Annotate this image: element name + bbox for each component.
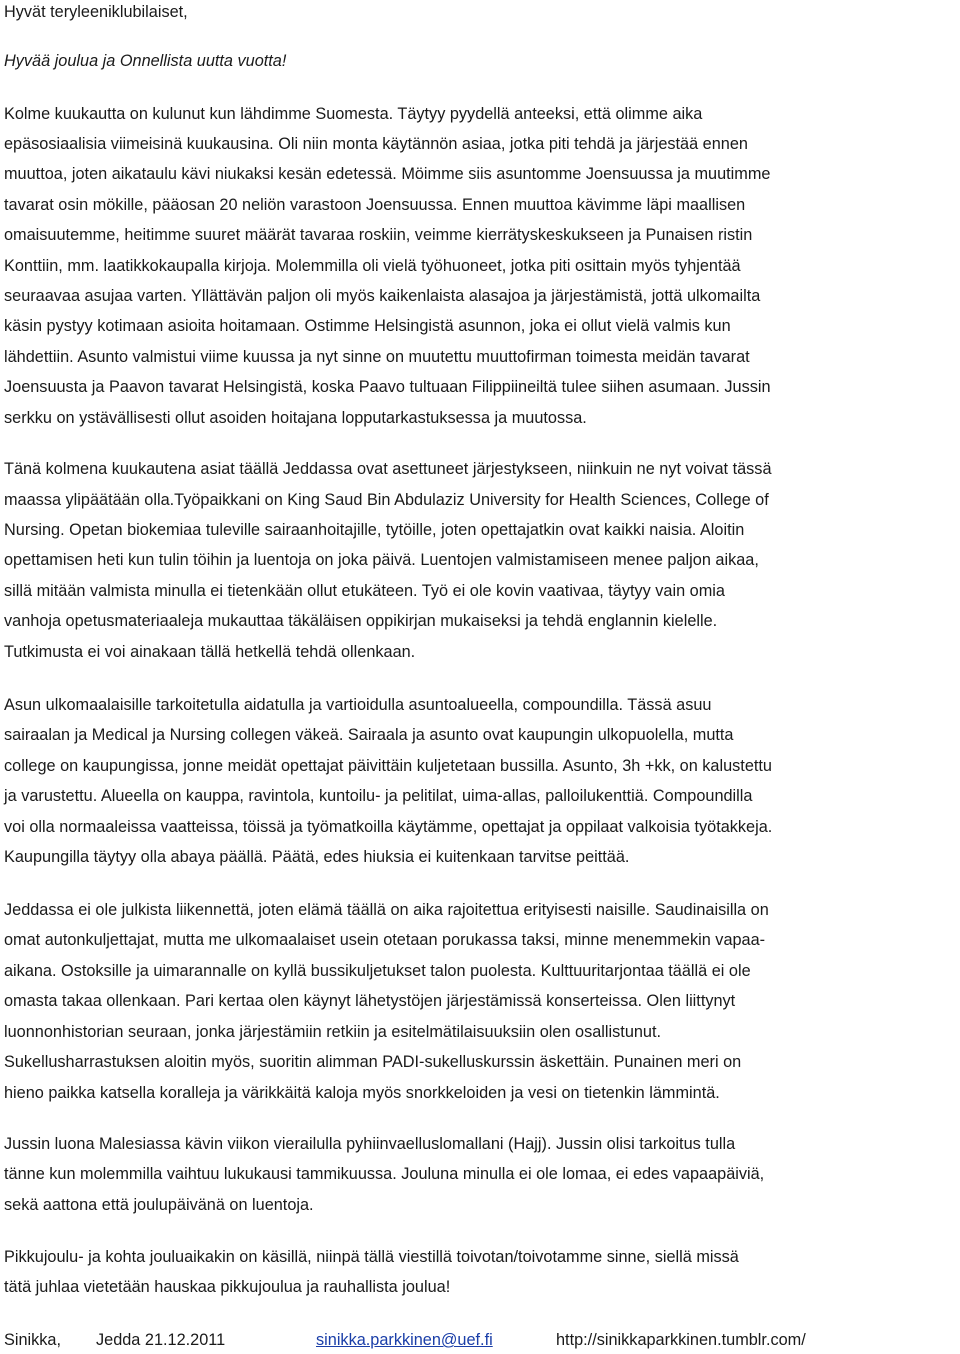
text-line: omat autonkuljettajat, mutta me ulkomaalaiset usein otetaan porukassa taksi, minne menemmekin vapaa- (4, 931, 766, 949)
text-line: epäsosiaalisia viimeisinä kuukausina. Oli niin monta käytännön asiaa, jotka piti tehdä ja järjestää ennen (4, 135, 748, 153)
text-line: tätä juhlaa vietetään hauskaa pikkujoulua ja rauhallista joulua! (4, 1278, 451, 1296)
text-line: Tutkimusta ei voi ainakaan tällä hetkellä tehdä ollenkaan. (4, 643, 416, 661)
text-line: college on kaupungissa, jonne meidät opettajat päivittäin kuljetetaan bussilla. Asunto, 3h +kk, on kalustettu (4, 757, 772, 775)
text-line: sillä mitään valmista minulla ei tietenkään ollut etukäteen. Työ ei ole kovin vaativaa, täytyy vain omia (4, 582, 725, 600)
text-line: aikana. Ostoksille ja uimarannalle on kyllä bussikuljetukset talon puolesta. Kulttuuritarjontaa täällä ei ole (4, 962, 751, 980)
text-line: Nursing. Opetan biokemiaa tuleville sairaanhoitajille, tytöille, joten opettajatkin ovat kaikki naisia. Aloitin (4, 521, 745, 539)
text-line: seuraavaa asujaa varten. Yllättävän paljon oli myös kaikenlaista alasajoa ja järjestämistä, jottä ulkomailta (4, 287, 761, 305)
text-line: ja varustettu. Alueella on kauppa, ravintola, kuntoilu- ja pelitilat, uima-allas, palloilukenttiä. Compoundilla (4, 787, 753, 805)
text-line: omaisuutemme, heitimme suuret määrät tavaraa roskiin, veimme kierrätyskeskukseen ja Punaisen ristin (4, 226, 753, 244)
text-line: hieno paikka katsella koralleja ja värikkäitä kaloja myös snorkkeloiden ja vesi on tietenkin lämmintä. (4, 1084, 720, 1102)
text-line: Kaupungilla täytyy olla abaya päällä. Päätä, edes hiuksia ei kuitenkaan tarvitse peittää. (4, 848, 630, 866)
text-line: opettamisen heti kun tulin töihin ja luentoja on joka päivä. Luentojen valmistamiseen menee paljon aikaa, (4, 551, 759, 569)
text-line: Asun ulkomaalaisille tarkoitetulla aidatulla ja vartioidulla asuntoalueella, compoundilla. Tässä asuu (4, 696, 712, 714)
text-line: Kolme kuukautta on kulunut kun lähdimme Suomesta. Täytyy pyydellä anteeksi, että olimme aika (4, 105, 703, 123)
text-line: käsin pystyy kotimaan asioita hoitamaan. Ostimme Helsingistä asunnon, joka ei ollut vielä valmis kun (4, 317, 731, 335)
text-line: tänne kun molemmilla vaihtuu lukukausi tammikuussa. Jouluna minulla ei ole lomaa, ei edes vapaapäiviä, (4, 1165, 765, 1183)
blog-url[interactable]: http://sinikkaparkkinen.tumblr.com/ (556, 1331, 806, 1349)
text-line: tavarat osin mökille, pääosan 20 neliön varastoon Joensuussa. Ennen muuttoa kävimme läpi maallisen (4, 196, 746, 214)
text-line: Pikkujoulu- ja kohta jouluaikakin on käsillä, niinpä tällä viestillä toivotan/toivotamme sinne, siellä missä (4, 1248, 739, 1266)
text-line: Jeddassa ei ole julkista liikennettä, joten elämä täällä on aika rajoitettua erityisesti naisille. Saudinaisilla on (4, 901, 769, 919)
text-line: serkku on ystävällisesti ollut asoiden hoitajana lopputarkastuksessa ja muutossa. (4, 409, 587, 427)
text-line: lähdettiin. Asunto valmistui viime kuussa ja nyt sinne on muutettu muuttofirman toimesta meidän tavarat (4, 348, 750, 366)
text-line: voi olla normaaleissa vaatteissa, töissä ja työmatkoilla käytämme, opettajat ja oppilaat valkoisia työtakkeja. (4, 818, 773, 836)
text-line: Tänä kolmena kuukautena asiat täällä Jeddassa ovat asettuneet järjestykseen, niinkuin ne nyt voivat tässä (4, 460, 772, 478)
signature-name: Sinikka, (4, 1331, 62, 1349)
text-line: maassa ylipäätään olla.Työpaikkani on King Saud Bin Abdulaziz University for Health Sciences, College of (4, 491, 769, 509)
text-line: sekä aattona että joulupäivänä on luentoja. (4, 1196, 314, 1214)
text-line: Konttiin, mm. laatikkokaupalla kirjoja. Molemmilla oli vielä työhuoneet, jotka piti osittain myös tyhjentää (4, 257, 741, 275)
text-line: luonnonhistorian seuraan, jonka järjestämiin retkiin ja esitelmätilaisuuksiin olen osallistunut. (4, 1023, 662, 1041)
greeting: Hyvät teryleeniklubilaiset, (4, 3, 188, 21)
text-line: sairaalan ja Medical ja Nursing collegen väkeä. Sairaala ja asunto ovat kaupungin ulkopuolella, mutta (4, 726, 734, 744)
text-line: Jussin luona Malesiassa kävin viikon vierailulla pyhiinvaelluslomallani (Hajj). Jussin olisi tarkoitus tulla (4, 1135, 736, 1153)
text-line: muuttoa, joten aikataulu kävi niukaksi kesän edetessä. Möimme siis asuntomme Joensuussa ja muutimme (4, 165, 771, 183)
text-line: Joensuusta ja Paavon tavarat Helsingistä, koska Paavo tultuaan Filippiineiltä tulee siihen asumaan. Jussin (4, 378, 771, 396)
text-line: omasta takaa ollenkaan. Pari kertaa olen käynyt lähetystöjen järjestämissä konserteissa. Olen liittynyt (4, 992, 736, 1010)
text-line: Sukellusharrastuksen aloitin myös, suoritin alimman PADI-sukelluskurssin äskettäin. Punainen meri on (4, 1053, 742, 1071)
season-wish: Hyvää joulua ja Onnellista uutta vuotta! (4, 52, 287, 70)
signature-place-date: Jedda 21.12.2011 (96, 1331, 226, 1349)
text-line: vanhoja opetusmateriaaleja mukauttaa täkäläisen oppikirjan mukaiseksi ja tehdä englannin kielelle. (4, 612, 718, 630)
email-link[interactable]: sinikka.parkkinen@uef.fi (316, 1331, 493, 1349)
